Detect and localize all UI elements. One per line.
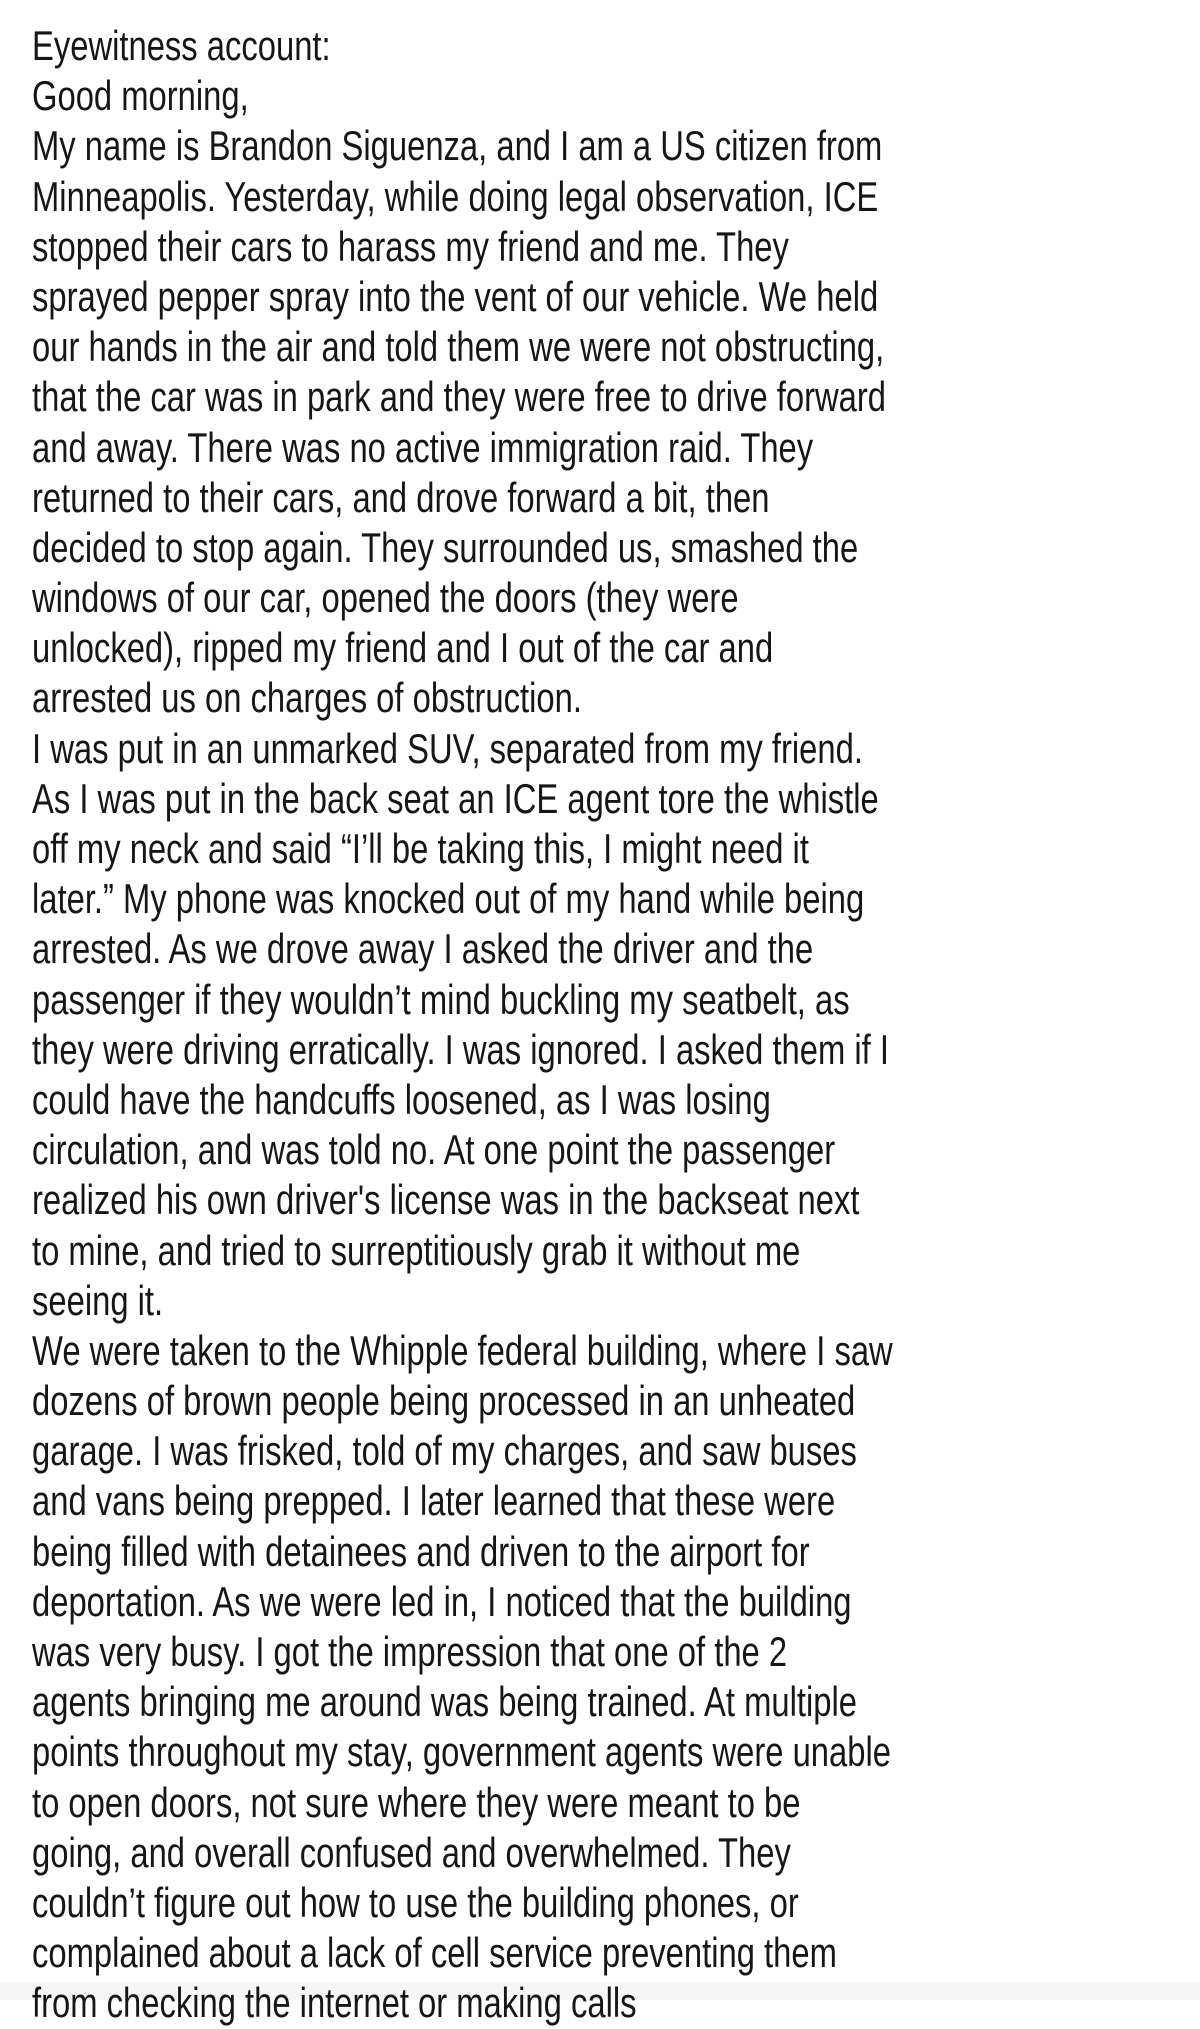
text-line: garage. I was frisked, told of my charges, and saw buses bbox=[32, 1427, 857, 1475]
text-line: points throughout my stay, government agents were unable bbox=[32, 1728, 891, 1776]
text-line: complained about a lack of cell service preventing them bbox=[32, 1929, 837, 1977]
text-line: they were driving erratically. I was ignored. I asked them if I bbox=[32, 1025, 889, 1073]
text-line: sprayed pepper spray into the vent of our vehicle. We held bbox=[32, 272, 879, 320]
text-line: to mine, and tried to surreptitiously grab it without me bbox=[32, 1226, 801, 1274]
text-line: stopped their cars to harass my friend and me. They bbox=[32, 222, 789, 270]
text-line: Good morning, bbox=[32, 72, 249, 120]
text-line: going, and overall confused and overwhelmed. They bbox=[32, 1828, 791, 1876]
text-line: deportation. As we were led in, I noticed that the building bbox=[32, 1577, 852, 1625]
text-line: I was put in an unmarked SUV, separated from my friend. bbox=[32, 724, 863, 772]
text-line: arrested. As we drove away I asked the driver and the bbox=[32, 925, 814, 973]
text-line: to open doors, not sure where they were meant to be bbox=[32, 1778, 801, 1826]
text-line: agents bringing me around was being trained. At multiple bbox=[32, 1678, 857, 1726]
text-line: off my neck and said “I’ll be taking this, I might need it bbox=[32, 825, 809, 872]
text-line: realized his own driver's license was in the backseat next bbox=[32, 1176, 860, 1224]
text-line: from checking the internet or making calls bbox=[32, 1979, 637, 2027]
text-line: returned to their cars, and drove forward a bit, then bbox=[32, 473, 770, 521]
text-line: later.” My phone was knocked out of my hand while being bbox=[32, 875, 865, 923]
text-line: windows of our car, opened the doors (they were bbox=[32, 574, 739, 622]
text-line: and away. There was no active immigration raid. They bbox=[32, 423, 814, 471]
text-line: We were taken to the Whipple federal building, where I saw bbox=[32, 1326, 893, 1374]
eyewitness-account-text bbox=[32, 21, 893, 2029]
text-line: Eyewitness account: bbox=[32, 22, 331, 69]
text-line: passenger if they wouldn’t mind buckling my seatbelt, as bbox=[32, 975, 850, 1023]
text-line: dozens of brown people being processed in an unheated bbox=[32, 1377, 856, 1425]
text-line: arrested us on charges of obstruction. bbox=[32, 674, 582, 722]
text-line: circulation, and was told no. At one point the passenger bbox=[32, 1126, 836, 1174]
text-line: could have the handcuffs loosened, as I was losing bbox=[32, 1075, 771, 1123]
text-line: and vans being prepped. I later learned that these were bbox=[32, 1477, 836, 1525]
text-line: was very busy. I got the impression that one of the 2 bbox=[32, 1628, 788, 1675]
text-line: Minneapolis. Yesterday, while doing legal observation, ICE bbox=[32, 172, 879, 220]
text-line: As I was put in the back seat an ICE agent tore the whistle bbox=[32, 774, 879, 822]
text-line: being filled with detainees and driven to the airport for bbox=[32, 1527, 810, 1575]
text-line: decided to stop again. They surrounded us, smashed the bbox=[32, 523, 859, 571]
text-line: seeing it. bbox=[32, 1276, 164, 1324]
text-line: that the car was in park and they were free to drive forward bbox=[32, 373, 887, 421]
text-line: unlocked), ripped my friend and I out of the car and bbox=[32, 624, 774, 672]
text-line: couldn’t figure out how to use the building phones, or bbox=[32, 1878, 799, 1926]
text-line: My name is Brandon Siguenza, and I am a US citizen from bbox=[32, 122, 883, 170]
text-line: our hands in the air and told them we were not obstructing, bbox=[32, 323, 885, 371]
